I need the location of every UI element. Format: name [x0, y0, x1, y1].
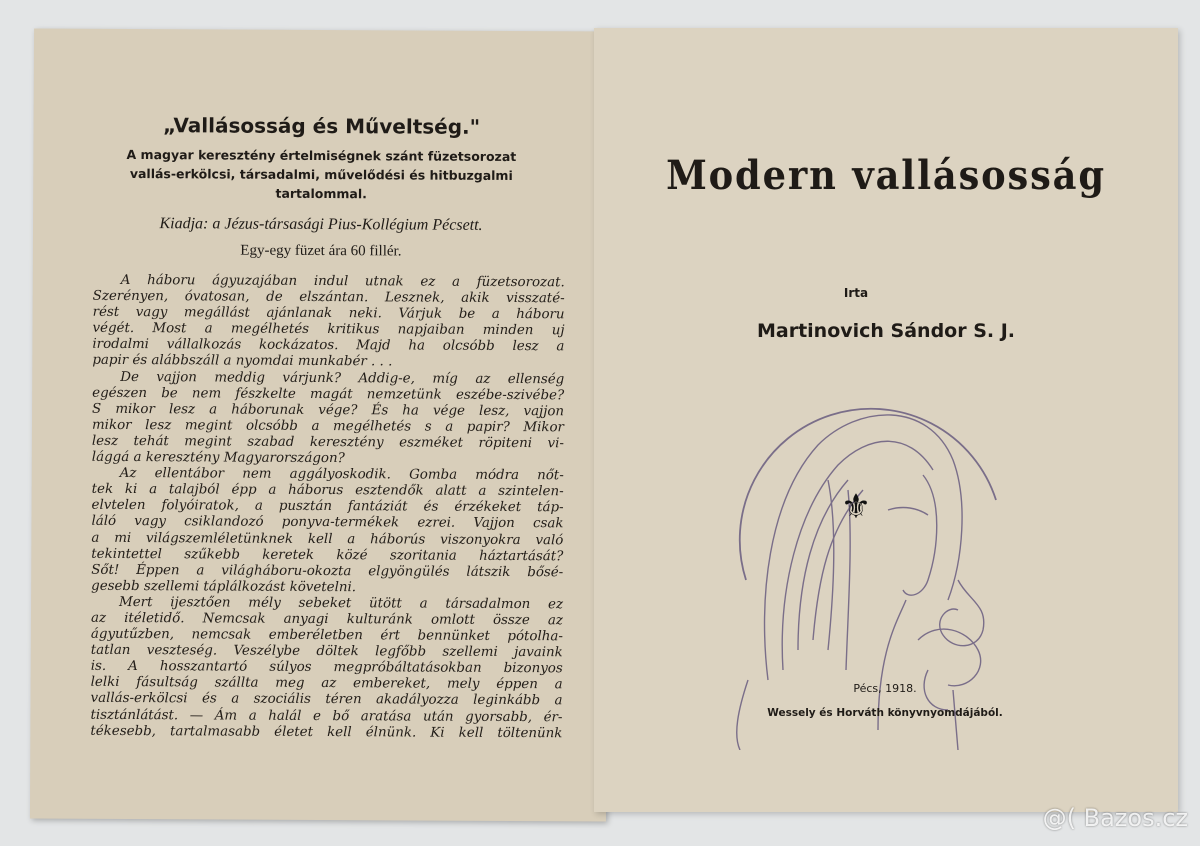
series-title: „Vallásosság és Műveltség."	[162, 113, 481, 139]
author-name: Martinovich Sándor S. J.	[756, 320, 1016, 342]
publisher-line: Kiadja: a Jézus-társasági Pius-Kollégium Pécsett.	[159, 215, 483, 234]
subtitle-line: tartalommal.	[275, 185, 367, 202]
place-year: Pécs, 1918.	[853, 682, 917, 695]
body-line: lelki fásultság szállta meg az embereket, mely éppen a	[90, 675, 563, 693]
body-line: A háboru ágyuzajában indul utnak ez a füzetsorozat.	[120, 272, 565, 291]
price-line: Egy-egy füzet ára 60 fillér.	[240, 242, 402, 260]
book-title: Modern vallásosság	[666, 152, 1106, 199]
body-line: láló vagy csiklandozó ponyva-termékek ezrei. Vajjon csak	[91, 514, 564, 532]
subtitle-line: vallás-erkölcsi, társadalmi, művelődési és hitbuzgalmi	[129, 166, 513, 184]
body-text	[90, 273, 564, 742]
body-line: tékesebb, tartalmasabb életet kell élnünk. Ki kell töltenünk	[90, 723, 563, 741]
printer-line: Wessely és Horváth könyvnyomdájából.	[767, 707, 1003, 719]
body-line: S mikor lesz a háborunak vége? És ha vége lesz, vajjon	[92, 401, 565, 420]
body-line: lesz tehát megint szabad keresztény eszméket röpiteni vi-	[91, 433, 564, 452]
body-line: az itéletidő. Nemcsak anyagi kulturánk omlott össze az	[90, 610, 564, 629]
right-page	[594, 28, 1178, 812]
body-line: a mi világszemléletünknek kell a háborús viszonyokra való	[91, 530, 564, 548]
watermark: @( Bazos.cz	[1042, 804, 1188, 832]
body-line: vallás-erkölcsi és a szociális téren akadályozza leginkább a	[90, 691, 563, 709]
body-line: végét. Most a megélhetés kritikus napjaiban minden uj	[92, 321, 565, 339]
body-line: Az ellentábor nem aggályoskodik. Gomba módra nőt-	[119, 466, 564, 484]
by-label: Irta	[843, 286, 869, 300]
body-line: rést vagy megállást ajánlanak neki. Várjuk be a háboru	[92, 304, 565, 323]
body-line: tisztánlátást. — Ám a halál e bő aratása után gyorsabb, ér-	[90, 707, 563, 725]
body-line: lággá a keresztény Magyarországon?	[91, 449, 345, 467]
body-line: is. A hosszantartó súlyos megpróbáltatásokban bizonyos	[90, 659, 563, 677]
body-line: papir és alábbszáll a nyomdai munkabér . . .	[92, 353, 393, 370]
fleur-de-lis-icon: ⚜	[840, 487, 872, 527]
body-line: irodalmi vállalkozás kockázatos. Majd ha olcsóbb lesz a	[92, 337, 565, 355]
body-line: mikor lesz megint olcsóbb a megélhetés s a papir? Mikor	[91, 417, 565, 436]
body-line: ágyutűzben, nemcsak emberéletben ért bennünket pótolha-	[90, 626, 563, 645]
body-line: Sőt! Éppen a világháboru-okozta elgyöngülés látszik bősé-	[91, 562, 564, 580]
body-line: egészen be nem fészkelte magát nemzetünk eszébe-szivébe?	[92, 385, 565, 403]
left-page	[30, 28, 610, 821]
subtitle-line: A magyar keresztény értelmiségnek szánt füzetsorozat	[126, 146, 517, 165]
body-line: De vajjon meddig várjunk? Addig-e, míg az ellenség	[120, 369, 565, 387]
body-line: tek ki a talajból épp a háborus esztendők alatt a szintelen-	[91, 482, 564, 500]
series-subtitle	[33, 144, 609, 204]
body-line: Mert ijesztően mély sebeket ütött a társadalmon ez	[119, 594, 564, 613]
body-line: Szerényen, óvatosan, de elszántan. Lesznek, akik visszaté-	[92, 288, 565, 307]
body-line: tatlan veszteség. Veszélybe döltek legfőbb szellemi javaink	[90, 642, 563, 661]
body-line: gesebb szellemi táplálkozást követelni.	[91, 578, 357, 595]
body-line: tekintettel szűkebb keretek közé szoritania háztartását?	[91, 546, 564, 564]
body-line: elvtelen folyóiratok, a pusztán fantáziát és érzékeket táp-	[91, 498, 564, 516]
